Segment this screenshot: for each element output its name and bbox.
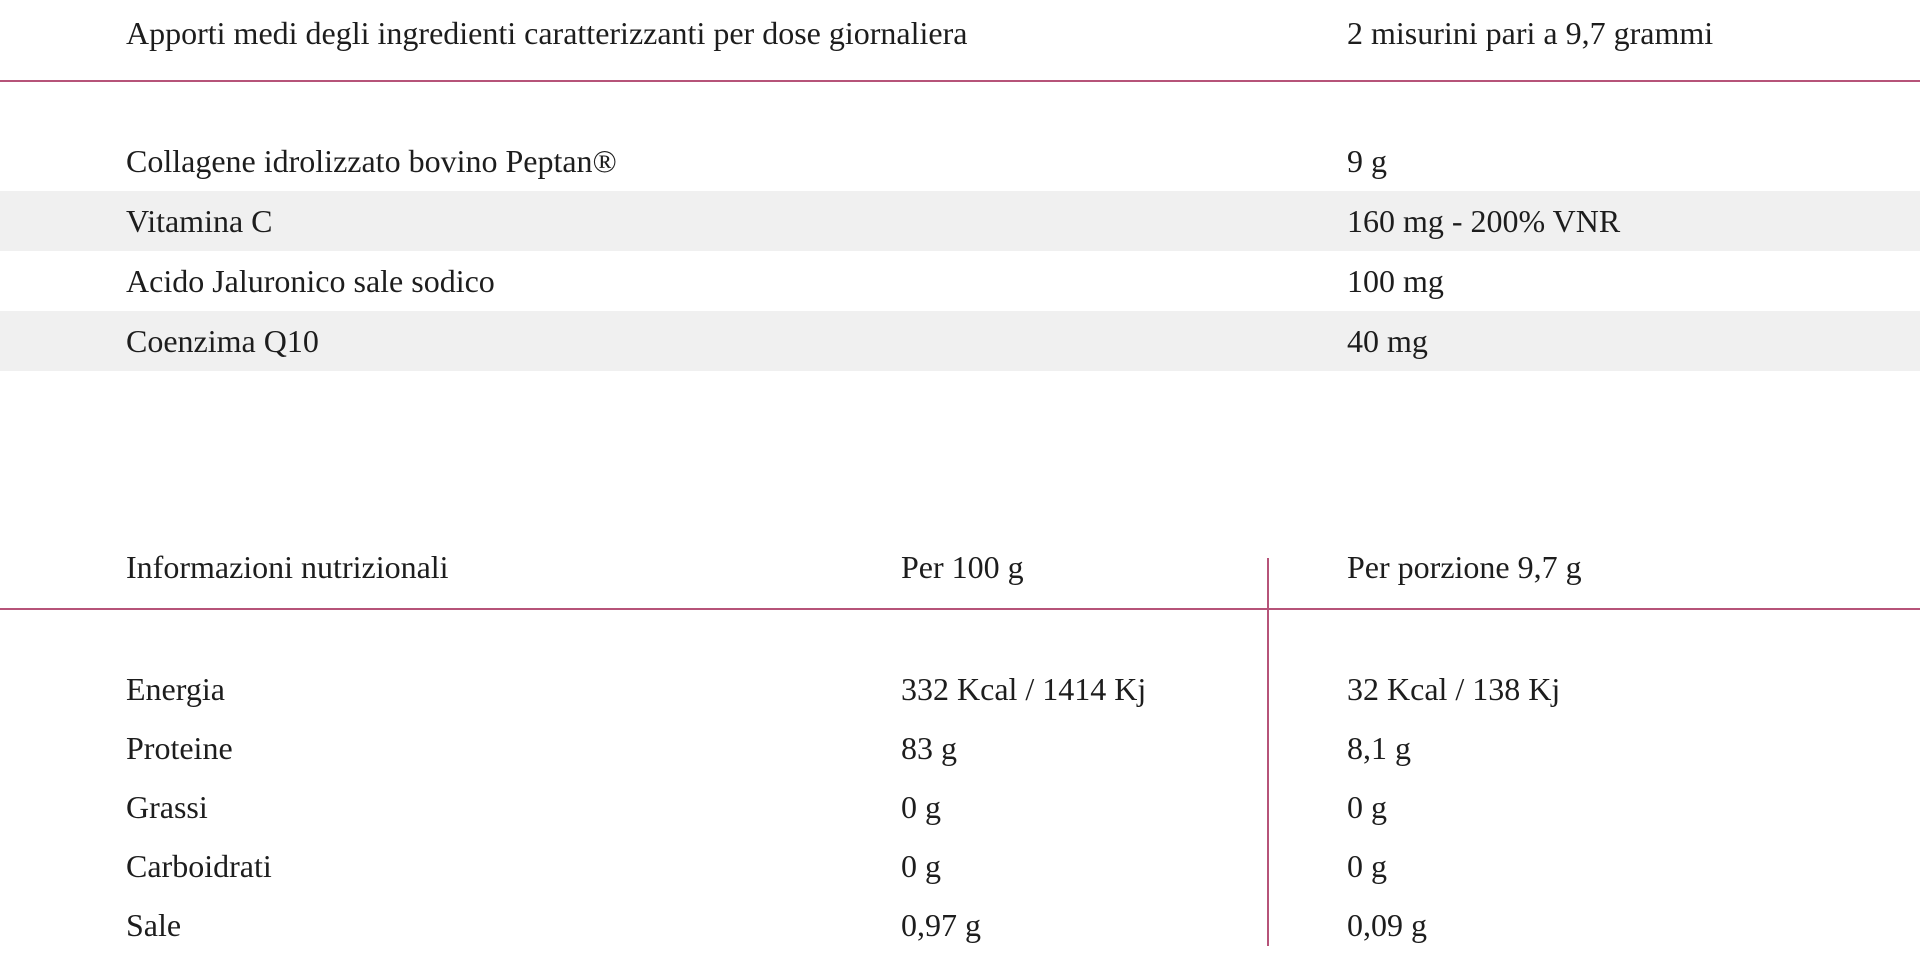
ingredient-name: Collagene idrolizzato bovino Peptan® [126,142,617,179]
nutrition-table-header [0,520,1920,610]
table-row [0,837,1920,896]
per-portion-value: 0,09 g [1347,907,1427,943]
ingredients-header-title: Apporti medi degli ingredienti caratterizzanti per dose giornaliera [126,14,968,51]
table-row [0,131,1920,191]
table-row [0,311,1920,371]
nutrient-name: Energia [126,671,225,707]
table-row [0,191,1920,251]
per-100g-value: 0,97 g [901,907,981,943]
per-portion-value: 0 g [1347,848,1387,884]
ingredient-amount: 40 mg [1347,322,1428,359]
ingredients-table-header [0,0,1920,82]
ingredient-amount: 160 mg - 200% VNR [1347,202,1621,239]
spacer [0,371,1920,520]
nutrition-header-per-portion: Per porzione 9,7 g [1347,548,1582,585]
table-row [0,896,1920,955]
ingredient-amount: 100 mg [1347,262,1444,299]
per-portion-value: 8,1 g [1347,730,1411,766]
nutrient-name: Proteine [126,730,233,766]
spacer [0,82,1920,131]
per-100g-value: 0 g [901,789,941,825]
nutrient-name: Carboidrati [126,848,272,884]
per-100g-value: 0 g [901,848,941,884]
ingredient-name: Acido Jaluronico sale sodico [126,262,495,299]
ingredient-name: Vitamina C [126,202,273,239]
nutrient-name: Sale [126,907,182,943]
per-100g-value: 332 Kcal / 1414 Kj [901,671,1147,707]
nutrition-header-title: Informazioni nutrizionali [126,548,449,585]
table-row [0,251,1920,311]
ingredient-name: Coenzima Q10 [126,322,319,359]
column-divider-line [1267,558,1269,946]
ingredient-amount: 9 g [1347,142,1387,179]
per-portion-value: 0 g [1347,789,1387,825]
per-portion-value: 32 Kcal / 138 Kj [1347,671,1561,707]
nutrient-name: Grassi [126,789,208,825]
nutrition-table [0,520,1920,955]
ingredients-table [0,0,1920,371]
spacer [0,610,1920,660]
table-row [0,660,1920,719]
table-row [0,719,1920,778]
ingredients-header-dose: 2 misurini pari a 9,7 grammi [1347,14,1714,51]
nutrition-header-per-100g: Per 100 g [901,548,1024,585]
table-row [0,778,1920,837]
per-100g-value: 83 g [901,730,957,766]
